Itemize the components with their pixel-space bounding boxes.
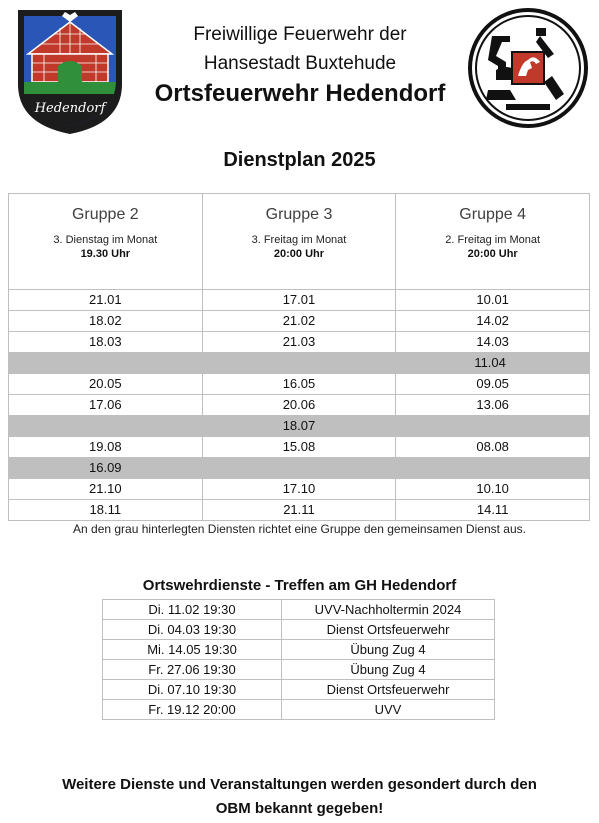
- table-row: [9, 374, 590, 395]
- header-line-1: Freiwillige Feuerwehr der: [193, 24, 407, 45]
- list-item: [103, 640, 495, 660]
- list-item: [103, 680, 495, 700]
- group-name: Gruppe 4: [459, 206, 527, 223]
- date-cell: [202, 353, 396, 374]
- event-name: UVV: [282, 700, 495, 720]
- date-cell: 15.08: [202, 437, 396, 458]
- date-cell: [396, 416, 590, 437]
- date-cell: 21.03: [202, 332, 396, 353]
- group-header: [396, 194, 590, 290]
- date-cell: 17.10: [202, 479, 396, 500]
- date-cell: 20.06: [202, 395, 396, 416]
- group-day: 2. Freitag im Monat: [445, 234, 541, 246]
- date-cell: 20.05: [9, 374, 203, 395]
- date-cell: [9, 353, 203, 374]
- shared-service-note: An den grau hinterlegten Diensten richtet eine Gruppe den gemeinsamen Dienst aus.: [73, 522, 526, 536]
- event-date: Fr. 19.12 20:00: [103, 700, 282, 720]
- event-date: Fr. 27.06 19:30: [103, 660, 282, 680]
- dienstplan-table: [8, 193, 590, 521]
- table-row: [9, 437, 590, 458]
- date-cell: 21.10: [9, 479, 203, 500]
- event-name: Dienst Ortsfeuerwehr: [282, 680, 495, 700]
- date-cell: [202, 458, 396, 479]
- header-line-3: Ortsfeuerwehr Hedendorf: [154, 80, 446, 107]
- date-cell: 18.02: [9, 311, 203, 332]
- table-row: [9, 395, 590, 416]
- date-cell: 08.08: [396, 437, 590, 458]
- date-cell: 19.08: [9, 437, 203, 458]
- date-cell: 21.11: [202, 500, 396, 521]
- date-cell: 16.05: [202, 374, 396, 395]
- shared-service-row: [9, 353, 590, 374]
- date-cell: 17.06: [9, 395, 203, 416]
- date-cell: 14.11: [396, 500, 590, 521]
- table-row: [9, 500, 590, 521]
- page-title: Dienstplan 2025: [223, 149, 376, 171]
- date-cell: 11.04: [396, 353, 590, 374]
- date-cell: 18.07: [202, 416, 396, 437]
- event-name: Übung Zug 4: [282, 660, 495, 680]
- ortswehr-title: Ortswehrdienste - Treffen am GH Hedendorf: [142, 577, 457, 594]
- hedendorf-crest-logo: [14, 6, 126, 136]
- group-name: Gruppe 3: [265, 206, 333, 223]
- date-cell: 17.01: [202, 290, 396, 311]
- footer-line-2: OBM bekannt gegeben!: [215, 800, 384, 817]
- group-time: 19.30 Uhr: [80, 248, 131, 260]
- date-cell: 10.10: [396, 479, 590, 500]
- date-cell: [396, 458, 590, 479]
- event-date: Di. 11.02 19:30: [103, 600, 282, 620]
- event-name: Dienst Ortsfeuerwehr: [282, 620, 495, 640]
- list-item: [103, 700, 495, 720]
- shared-service-row: [9, 416, 590, 437]
- fire-brigade-emblem-logo: [466, 6, 590, 130]
- shared-service-row: [9, 458, 590, 479]
- table-row: [9, 332, 590, 353]
- date-cell: 18.11: [9, 500, 203, 521]
- list-item: [103, 620, 495, 640]
- table-row: [9, 311, 590, 332]
- footer-line-1: Weitere Dienste und Veranstaltungen werden gesondert durch den: [62, 776, 537, 793]
- table-row: [9, 479, 590, 500]
- header-line-2: Hansestadt Buxtehude: [203, 53, 397, 74]
- event-name: Übung Zug 4: [282, 640, 495, 660]
- footer-note: [0, 773, 599, 821]
- event-date: Mi. 14.05 19:30: [103, 640, 282, 660]
- date-cell: 13.06: [396, 395, 590, 416]
- table-row: [9, 290, 590, 311]
- group-day: 3. Freitag im Monat: [251, 234, 347, 246]
- ortswehr-table: [102, 599, 495, 720]
- group-name: Gruppe 2: [71, 206, 139, 223]
- group-time: 20:00 Uhr: [467, 248, 518, 260]
- date-cell: 18.03: [9, 332, 203, 353]
- event-date: Di. 07.10 19:30: [103, 680, 282, 700]
- group-header: [202, 194, 396, 290]
- date-cell: 16.09: [9, 458, 203, 479]
- event-name: UVV-Nachholtermin 2024: [282, 600, 495, 620]
- date-cell: 10.01: [396, 290, 590, 311]
- list-item: [103, 660, 495, 680]
- crest-text: Hedendorf: [34, 101, 106, 116]
- date-cell: [9, 416, 203, 437]
- group-day: 3. Dienstag im Monat: [53, 234, 158, 246]
- list-item: [103, 600, 495, 620]
- event-date: Di. 04.03 19:30: [103, 620, 282, 640]
- date-cell: 21.02: [202, 311, 396, 332]
- group-time: 20:00 Uhr: [273, 248, 325, 260]
- date-cell: 14.03: [396, 332, 590, 353]
- date-cell: 09.05: [396, 374, 590, 395]
- date-cell: 14.02: [396, 311, 590, 332]
- date-cell: 21.01: [9, 290, 203, 311]
- group-header: [9, 194, 203, 290]
